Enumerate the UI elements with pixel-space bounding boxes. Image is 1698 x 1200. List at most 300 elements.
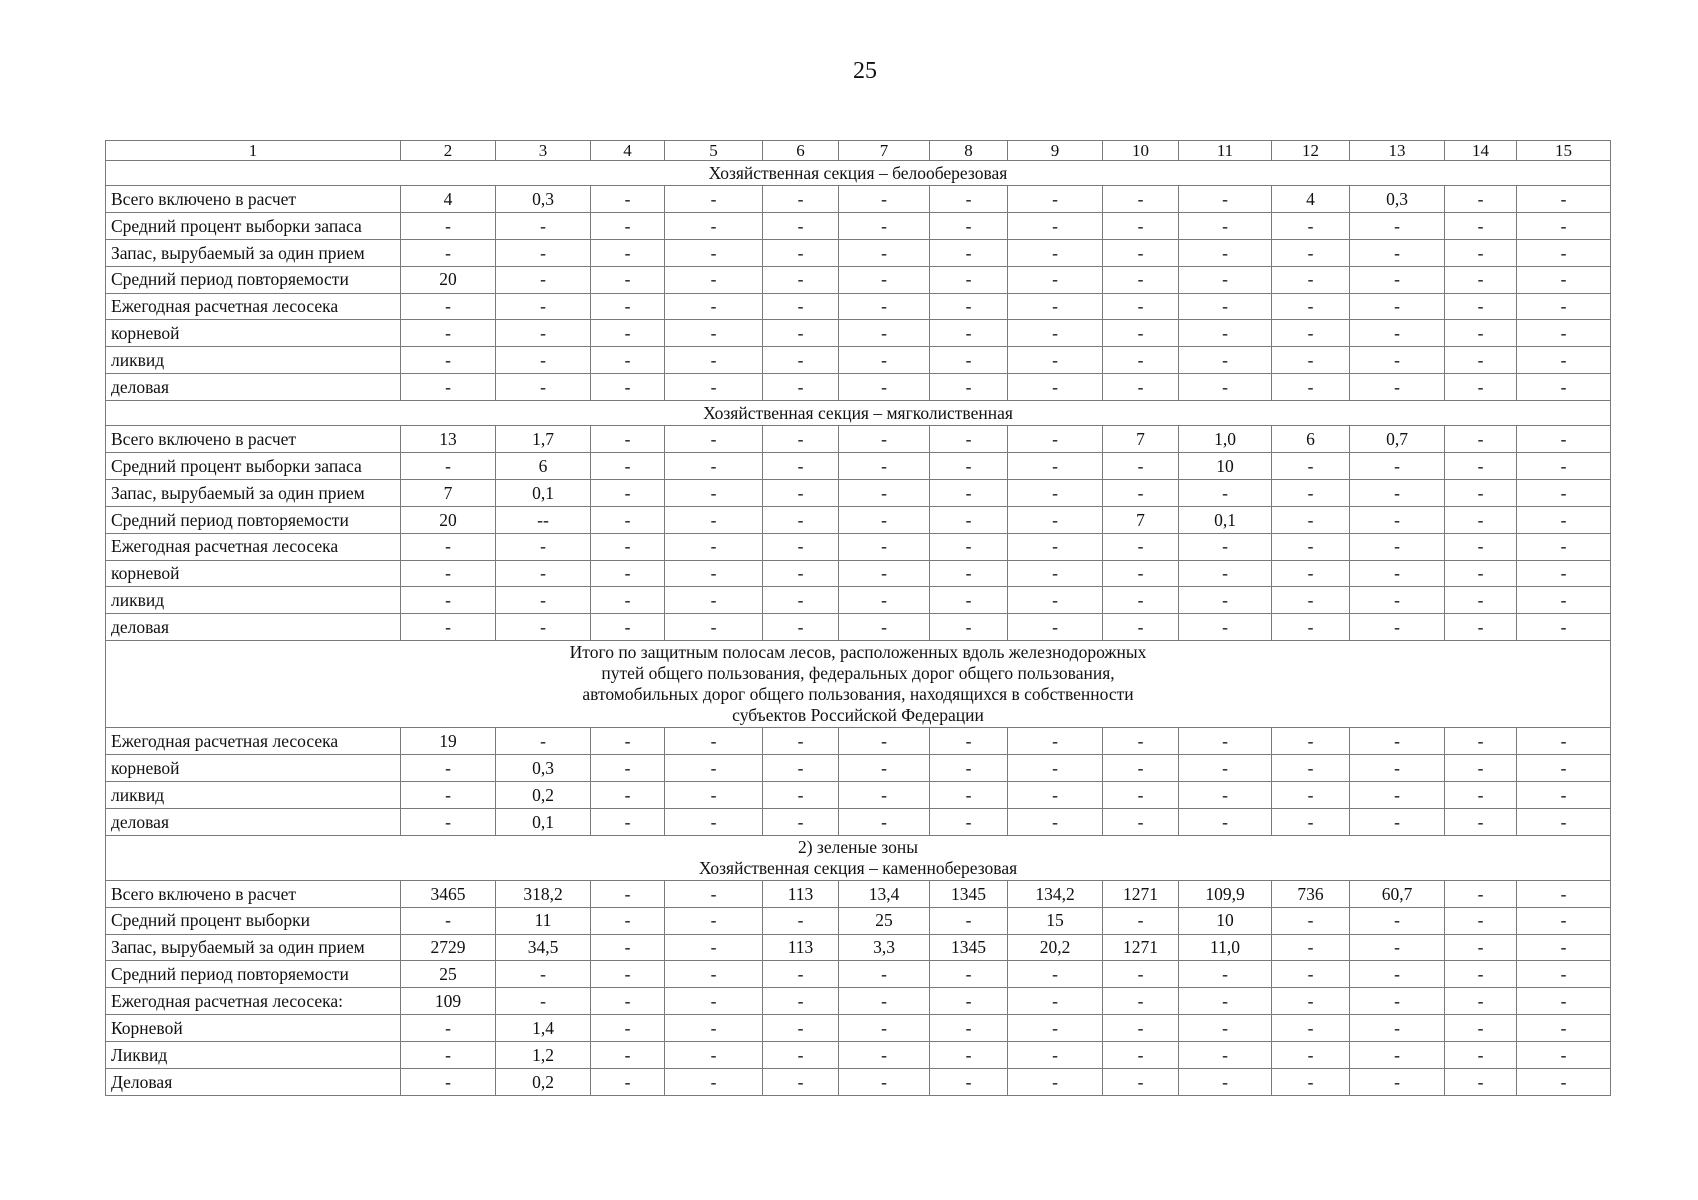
table-row bbox=[106, 374, 1611, 401]
value-cell: - bbox=[839, 186, 930, 213]
value-cell: - bbox=[763, 212, 839, 239]
value-cell: - bbox=[591, 755, 665, 782]
value-cell: - bbox=[1179, 755, 1272, 782]
column-number: 13 bbox=[1350, 141, 1445, 161]
value-cell: - bbox=[930, 320, 1008, 347]
value-cell: - bbox=[1517, 934, 1611, 961]
value-cell: - bbox=[930, 728, 1008, 755]
value-cell: 0,2 bbox=[496, 782, 591, 809]
value-cell: - bbox=[1445, 1069, 1517, 1096]
value-cell: - bbox=[1272, 934, 1350, 961]
value-cell: - bbox=[1445, 560, 1517, 587]
value-cell: - bbox=[839, 755, 930, 782]
value-cell: - bbox=[930, 212, 1008, 239]
value-cell: - bbox=[930, 506, 1008, 533]
value-cell: - bbox=[1445, 728, 1517, 755]
value-cell: - bbox=[401, 1069, 496, 1096]
value-cell: - bbox=[1350, 453, 1445, 480]
value-cell: - bbox=[1008, 212, 1103, 239]
value-cell: - bbox=[1517, 907, 1611, 934]
value-cell: - bbox=[1445, 533, 1517, 560]
value-cell: - bbox=[1008, 755, 1103, 782]
value-cell: - bbox=[1103, 728, 1179, 755]
table-row bbox=[106, 1015, 1611, 1042]
value-cell: - bbox=[1445, 320, 1517, 347]
value-cell: - bbox=[1008, 293, 1103, 320]
value-cell: - bbox=[401, 533, 496, 560]
row-label: Запас, вырубаемый за один прием bbox=[106, 239, 401, 266]
value-cell: - bbox=[1103, 587, 1179, 614]
value-cell: 1,4 bbox=[496, 1015, 591, 1042]
value-cell: - bbox=[763, 808, 839, 835]
value-cell: - bbox=[1103, 320, 1179, 347]
value-cell: - bbox=[763, 239, 839, 266]
value-cell: - bbox=[1179, 186, 1272, 213]
value-cell: - bbox=[1179, 988, 1272, 1015]
row-label: Всего включено в расчет bbox=[106, 426, 401, 453]
value-cell: - bbox=[1272, 293, 1350, 320]
value-cell: 15 bbox=[1008, 907, 1103, 934]
value-cell: - bbox=[1350, 988, 1445, 1015]
value-cell: - bbox=[1179, 1015, 1272, 1042]
value-cell: - bbox=[1350, 293, 1445, 320]
table-row bbox=[106, 907, 1611, 934]
value-cell: - bbox=[1008, 782, 1103, 809]
row-label: Ежегодная расчетная лесосека bbox=[106, 293, 401, 320]
value-cell: - bbox=[1103, 614, 1179, 641]
value-cell: - bbox=[665, 479, 763, 506]
value-cell: - bbox=[1179, 374, 1272, 401]
column-number: 12 bbox=[1272, 141, 1350, 161]
value-cell: - bbox=[665, 533, 763, 560]
value-cell: - bbox=[1445, 266, 1517, 293]
value-cell: - bbox=[763, 347, 839, 374]
value-cell: - bbox=[1350, 506, 1445, 533]
value-cell: - bbox=[496, 560, 591, 587]
column-number: 11 bbox=[1179, 141, 1272, 161]
value-cell: - bbox=[1008, 961, 1103, 988]
value-cell: 1,2 bbox=[496, 1042, 591, 1069]
value-cell: - bbox=[930, 239, 1008, 266]
value-cell: - bbox=[1517, 1015, 1611, 1042]
value-cell: - bbox=[1517, 266, 1611, 293]
value-cell: - bbox=[1008, 266, 1103, 293]
value-cell: - bbox=[1517, 506, 1611, 533]
value-cell: - bbox=[1517, 293, 1611, 320]
value-cell: - bbox=[1445, 453, 1517, 480]
value-cell: - bbox=[1179, 293, 1272, 320]
value-cell: - bbox=[1517, 533, 1611, 560]
value-cell: - bbox=[839, 1069, 930, 1096]
section-title-line: Хозяйственная секция – каменноберезовая bbox=[698, 857, 1018, 878]
value-cell: - bbox=[1445, 988, 1517, 1015]
column-number: 9 bbox=[1008, 141, 1103, 161]
value-cell: 736 bbox=[1272, 880, 1350, 907]
value-cell: - bbox=[1445, 907, 1517, 934]
value-cell: 20,2 bbox=[1008, 934, 1103, 961]
value-cell: - bbox=[1272, 1042, 1350, 1069]
value-cell: - bbox=[1445, 347, 1517, 374]
value-cell: 1,7 bbox=[496, 426, 591, 453]
value-cell: - bbox=[1272, 808, 1350, 835]
value-cell: - bbox=[1350, 533, 1445, 560]
section-header-row bbox=[106, 835, 1611, 880]
section-title bbox=[106, 161, 1611, 186]
value-cell: 4 bbox=[401, 186, 496, 213]
section-title bbox=[106, 641, 1611, 728]
value-cell: - bbox=[763, 1069, 839, 1096]
value-cell: - bbox=[1517, 1042, 1611, 1069]
value-cell: - bbox=[1445, 587, 1517, 614]
value-cell: - bbox=[591, 560, 665, 587]
table-row bbox=[106, 212, 1611, 239]
value-cell: - bbox=[401, 782, 496, 809]
value-cell: - bbox=[1350, 479, 1445, 506]
value-cell: - bbox=[1445, 426, 1517, 453]
value-cell: - bbox=[1350, 934, 1445, 961]
value-cell: - bbox=[763, 320, 839, 347]
value-cell: - bbox=[763, 453, 839, 480]
value-cell: - bbox=[930, 614, 1008, 641]
row-label: Всего включено в расчет bbox=[106, 880, 401, 907]
value-cell: - bbox=[1179, 1069, 1272, 1096]
row-label: Средний процент выборки bbox=[106, 907, 401, 934]
value-cell: - bbox=[1517, 755, 1611, 782]
value-cell: - bbox=[930, 808, 1008, 835]
value-cell: - bbox=[839, 782, 930, 809]
value-cell: - bbox=[930, 587, 1008, 614]
value-cell: - bbox=[591, 988, 665, 1015]
value-cell: - bbox=[930, 453, 1008, 480]
value-cell: - bbox=[1517, 880, 1611, 907]
value-cell: - bbox=[591, 907, 665, 934]
value-cell: - bbox=[1350, 907, 1445, 934]
value-cell: - bbox=[1103, 374, 1179, 401]
value-cell: - bbox=[401, 1015, 496, 1042]
row-label: Средний процент выборки запаса bbox=[106, 453, 401, 480]
table-row bbox=[106, 453, 1611, 480]
value-cell: - bbox=[665, 453, 763, 480]
row-label: корневой bbox=[106, 560, 401, 587]
value-cell: - bbox=[1272, 755, 1350, 782]
section-title-line: Хозяйственная секция – мягколиственная bbox=[703, 402, 1013, 423]
row-label: Запас, вырубаемый за один прием bbox=[106, 479, 401, 506]
value-cell: - bbox=[1445, 755, 1517, 782]
value-cell: - bbox=[1008, 587, 1103, 614]
value-cell: - bbox=[1272, 560, 1350, 587]
table-row bbox=[106, 347, 1611, 374]
value-cell: - bbox=[930, 1042, 1008, 1069]
value-cell: 113 bbox=[763, 934, 839, 961]
value-cell: - bbox=[763, 533, 839, 560]
value-cell: 2729 bbox=[401, 934, 496, 961]
value-cell: - bbox=[930, 907, 1008, 934]
value-cell: 1271 bbox=[1103, 934, 1179, 961]
value-cell: 0,2 bbox=[496, 1069, 591, 1096]
value-cell: - bbox=[1445, 782, 1517, 809]
value-cell: - bbox=[1517, 212, 1611, 239]
value-cell: - bbox=[665, 1042, 763, 1069]
value-cell: - bbox=[1179, 961, 1272, 988]
value-cell: - bbox=[1517, 479, 1611, 506]
value-cell: 11 bbox=[496, 907, 591, 934]
value-cell: 1271 bbox=[1103, 880, 1179, 907]
value-cell: - bbox=[665, 934, 763, 961]
value-cell: - bbox=[1008, 614, 1103, 641]
value-cell: - bbox=[839, 1042, 930, 1069]
value-cell: - bbox=[496, 320, 591, 347]
value-cell: - bbox=[839, 728, 930, 755]
table-row bbox=[106, 614, 1611, 641]
value-cell: 0,1 bbox=[496, 479, 591, 506]
row-label: Ежегодная расчетная лесосека bbox=[106, 533, 401, 560]
value-cell: 109 bbox=[401, 988, 496, 1015]
value-cell: - bbox=[1350, 961, 1445, 988]
value-cell: - bbox=[763, 479, 839, 506]
value-cell: 13,4 bbox=[839, 880, 930, 907]
value-cell: - bbox=[1517, 782, 1611, 809]
value-cell: - bbox=[496, 587, 591, 614]
value-cell: 3465 bbox=[401, 880, 496, 907]
value-cell: - bbox=[665, 988, 763, 1015]
value-cell: - bbox=[1008, 453, 1103, 480]
value-cell: - bbox=[839, 479, 930, 506]
table-row bbox=[106, 988, 1611, 1015]
value-cell: - bbox=[839, 988, 930, 1015]
value-cell: - bbox=[1517, 808, 1611, 835]
table-row bbox=[106, 506, 1611, 533]
value-cell: - bbox=[1103, 293, 1179, 320]
value-cell: - bbox=[401, 320, 496, 347]
value-cell: - bbox=[591, 728, 665, 755]
value-cell: - bbox=[1517, 614, 1611, 641]
value-cell: - bbox=[401, 1042, 496, 1069]
value-cell: - bbox=[665, 782, 763, 809]
value-cell: 0,3 bbox=[496, 755, 591, 782]
value-cell: - bbox=[1103, 1015, 1179, 1042]
table-row bbox=[106, 880, 1611, 907]
value-cell: - bbox=[665, 293, 763, 320]
value-cell: - bbox=[763, 266, 839, 293]
value-cell: - bbox=[401, 293, 496, 320]
value-cell: - bbox=[665, 808, 763, 835]
value-cell: - bbox=[1272, 320, 1350, 347]
forest-calculation-table bbox=[105, 140, 1611, 1096]
value-cell: 134,2 bbox=[1008, 880, 1103, 907]
value-cell: - bbox=[665, 212, 763, 239]
column-number: 6 bbox=[763, 141, 839, 161]
row-label: ликвид bbox=[106, 347, 401, 374]
value-cell: - bbox=[1350, 212, 1445, 239]
value-cell: - bbox=[1103, 907, 1179, 934]
value-cell: - bbox=[1445, 1015, 1517, 1042]
column-number: 8 bbox=[930, 141, 1008, 161]
value-cell: - bbox=[1008, 1015, 1103, 1042]
value-cell: - bbox=[1103, 212, 1179, 239]
value-cell: 1345 bbox=[930, 880, 1008, 907]
value-cell: - bbox=[1517, 1069, 1611, 1096]
value-cell: - bbox=[1008, 347, 1103, 374]
value-cell: - bbox=[1179, 1042, 1272, 1069]
table-row bbox=[106, 426, 1611, 453]
value-cell: - bbox=[1008, 808, 1103, 835]
value-cell: - bbox=[1272, 533, 1350, 560]
value-cell: 11,0 bbox=[1179, 934, 1272, 961]
value-cell: - bbox=[665, 347, 763, 374]
column-number: 10 bbox=[1103, 141, 1179, 161]
value-cell: - bbox=[1350, 587, 1445, 614]
value-cell: - bbox=[496, 293, 591, 320]
value-cell: - bbox=[1179, 808, 1272, 835]
row-label: Всего включено в расчет bbox=[106, 186, 401, 213]
row-label: Ликвид bbox=[106, 1042, 401, 1069]
value-cell: 0,3 bbox=[1350, 186, 1445, 213]
value-cell: 4 bbox=[1272, 186, 1350, 213]
value-cell: - bbox=[665, 614, 763, 641]
value-cell: - bbox=[1445, 479, 1517, 506]
value-cell: - bbox=[839, 239, 930, 266]
value-cell: - bbox=[1008, 560, 1103, 587]
value-cell: - bbox=[665, 560, 763, 587]
value-cell: - bbox=[591, 1042, 665, 1069]
value-cell: - bbox=[665, 755, 763, 782]
value-cell: - bbox=[839, 266, 930, 293]
value-cell: - bbox=[1517, 239, 1611, 266]
section-header-row bbox=[106, 401, 1611, 426]
value-cell: - bbox=[1272, 266, 1350, 293]
row-label: деловая bbox=[106, 374, 401, 401]
value-cell: - bbox=[591, 453, 665, 480]
table-row bbox=[106, 293, 1611, 320]
value-cell: - bbox=[930, 347, 1008, 374]
value-cell: - bbox=[1517, 728, 1611, 755]
value-cell: 25 bbox=[839, 907, 930, 934]
value-cell: - bbox=[665, 907, 763, 934]
section-title bbox=[106, 401, 1611, 426]
value-cell: - bbox=[1179, 239, 1272, 266]
value-cell: - bbox=[1445, 961, 1517, 988]
value-cell: - bbox=[665, 320, 763, 347]
table-row bbox=[106, 1069, 1611, 1096]
value-cell: - bbox=[1103, 961, 1179, 988]
value-cell: - bbox=[930, 186, 1008, 213]
column-number: 14 bbox=[1445, 141, 1517, 161]
value-cell: - bbox=[1103, 347, 1179, 374]
value-cell: - bbox=[1008, 186, 1103, 213]
table-row bbox=[106, 728, 1611, 755]
row-label: корневой bbox=[106, 320, 401, 347]
value-cell: - bbox=[839, 293, 930, 320]
value-cell: - bbox=[1445, 934, 1517, 961]
value-cell: 7 bbox=[401, 479, 496, 506]
value-cell: - bbox=[1272, 506, 1350, 533]
value-cell: - bbox=[1179, 560, 1272, 587]
value-cell: - bbox=[1445, 808, 1517, 835]
section-title bbox=[106, 835, 1611, 880]
row-label: Корневой bbox=[106, 1015, 401, 1042]
row-label: корневой bbox=[106, 755, 401, 782]
value-cell: - bbox=[665, 186, 763, 213]
value-cell: - bbox=[763, 988, 839, 1015]
value-cell: - bbox=[1445, 212, 1517, 239]
value-cell: - bbox=[1272, 728, 1350, 755]
value-cell: - bbox=[1272, 961, 1350, 988]
value-cell: - bbox=[1350, 560, 1445, 587]
section-title-line: путей общего пользования, федеральных дорог общего пользования, bbox=[601, 663, 1115, 684]
value-cell: 3,3 bbox=[839, 934, 930, 961]
value-cell: - bbox=[763, 1042, 839, 1069]
column-number: 2 bbox=[401, 141, 496, 161]
value-cell: - bbox=[1179, 320, 1272, 347]
section-header-row bbox=[106, 641, 1611, 728]
value-cell: - bbox=[665, 587, 763, 614]
value-cell: - bbox=[839, 533, 930, 560]
value-cell: - bbox=[1517, 587, 1611, 614]
value-cell: - bbox=[591, 426, 665, 453]
value-cell: - bbox=[1008, 728, 1103, 755]
section-header-row bbox=[106, 161, 1611, 186]
value-cell: 1,0 bbox=[1179, 426, 1272, 453]
value-cell: - bbox=[401, 808, 496, 835]
value-cell: - bbox=[763, 755, 839, 782]
value-cell: - bbox=[1350, 728, 1445, 755]
value-cell: - bbox=[1517, 374, 1611, 401]
value-cell: - bbox=[930, 374, 1008, 401]
table-row bbox=[106, 186, 1611, 213]
value-cell: - bbox=[591, 614, 665, 641]
value-cell: 6 bbox=[496, 453, 591, 480]
value-cell: - bbox=[930, 961, 1008, 988]
value-cell: 7 bbox=[1103, 426, 1179, 453]
value-cell: 0,1 bbox=[496, 808, 591, 835]
value-cell: - bbox=[1350, 1015, 1445, 1042]
value-cell: - bbox=[930, 755, 1008, 782]
value-cell: - bbox=[1272, 453, 1350, 480]
value-cell: - bbox=[1517, 426, 1611, 453]
value-cell: - bbox=[1179, 728, 1272, 755]
value-cell: - bbox=[1517, 186, 1611, 213]
value-cell: - bbox=[1445, 614, 1517, 641]
row-label: Ежегодная расчетная лесосека bbox=[106, 728, 401, 755]
value-cell: - bbox=[1445, 880, 1517, 907]
value-cell: - bbox=[1103, 266, 1179, 293]
value-cell: - bbox=[930, 782, 1008, 809]
value-cell: - bbox=[839, 453, 930, 480]
value-cell: - bbox=[839, 212, 930, 239]
section-title-line: Хозяйственная секция – белооберезовая bbox=[708, 162, 1008, 183]
value-cell: - bbox=[1179, 533, 1272, 560]
value-cell: - bbox=[763, 506, 839, 533]
column-number: 3 bbox=[496, 141, 591, 161]
value-cell: - bbox=[496, 347, 591, 374]
table-row bbox=[106, 961, 1611, 988]
value-cell: - bbox=[1103, 988, 1179, 1015]
value-cell: - bbox=[1272, 374, 1350, 401]
value-cell: - bbox=[1103, 186, 1179, 213]
table-row bbox=[106, 479, 1611, 506]
value-cell: - bbox=[1517, 961, 1611, 988]
value-cell: - bbox=[496, 988, 591, 1015]
value-cell: - bbox=[591, 961, 665, 988]
value-cell: 34,5 bbox=[496, 934, 591, 961]
column-number: 5 bbox=[665, 141, 763, 161]
value-cell: - bbox=[930, 426, 1008, 453]
value-cell: - bbox=[1517, 988, 1611, 1015]
value-cell: - bbox=[763, 782, 839, 809]
row-label: ликвид bbox=[106, 587, 401, 614]
value-cell: - bbox=[1272, 347, 1350, 374]
value-cell: - bbox=[930, 1069, 1008, 1096]
